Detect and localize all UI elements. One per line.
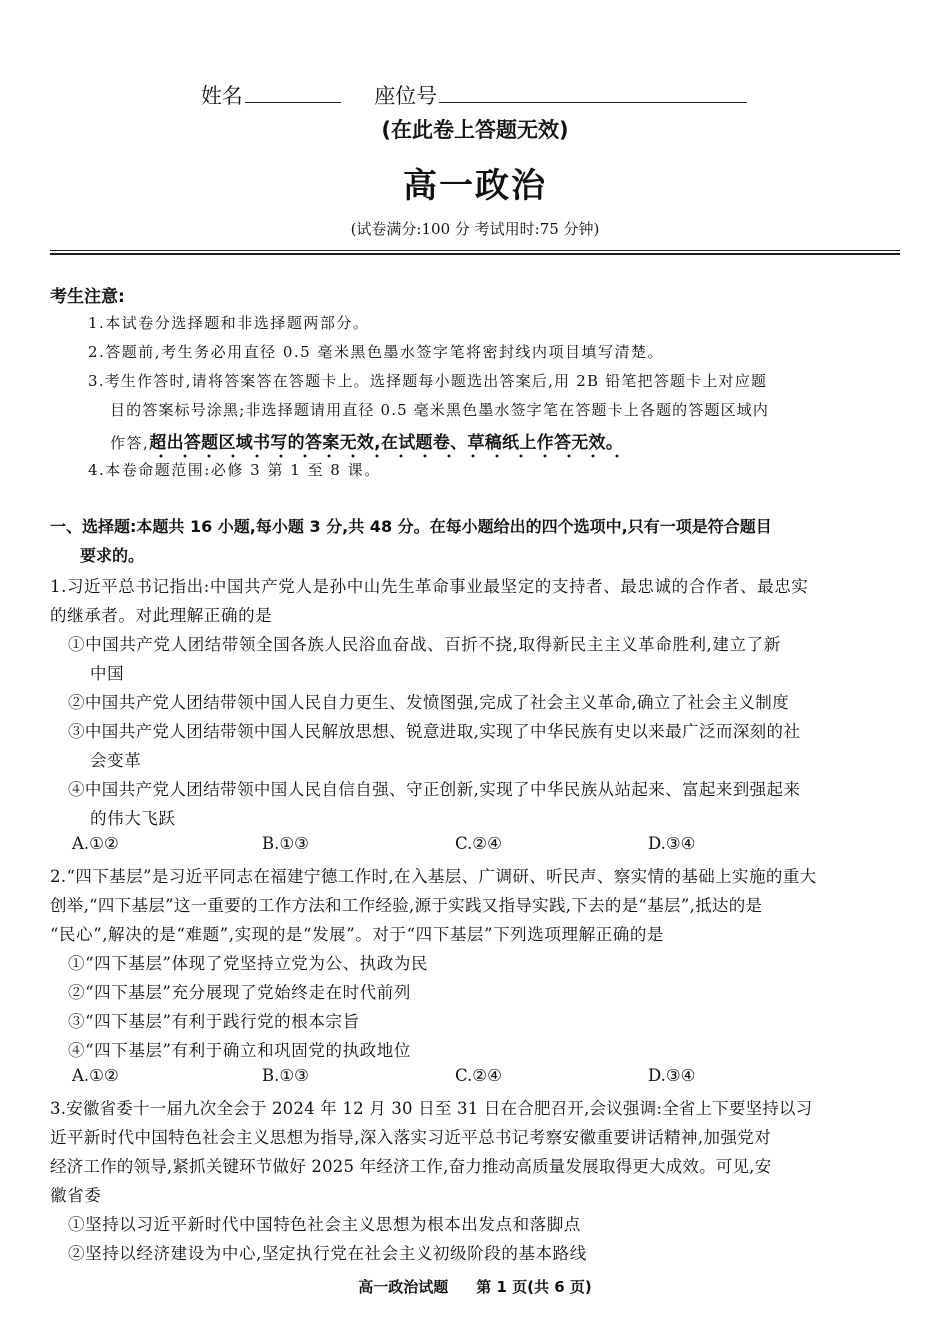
q1-statement-1-line-1: ①中国共产党人团结带领全国各族人民浴血奋战、百折不挠,取得新民主主义革命胜利,建立了新 <box>68 635 781 654</box>
q2-options <box>0 1066 950 1090</box>
q1-options <box>0 834 950 858</box>
q2-stem-line-2: 创举,“四下基层”这一重要的工作方法和工作经验,源于实践又指导实践,下去的是“基层”,抵达的是 <box>50 896 763 915</box>
q2-option-c[interactable]: C.②④ <box>455 1066 502 1085</box>
q1-option-a[interactable]: A.①② <box>72 834 119 853</box>
q3-stem-line-4: 徽省委 <box>50 1186 102 1205</box>
q1-option-c[interactable]: C.②④ <box>455 834 502 853</box>
q3-stem-line-3: 经济工作的领导,紧抓关键环节做好 2025 年经济工作,奋力推动高质量发展取得更大成效。可见,安 <box>50 1157 772 1176</box>
notice-item-1: 1.本试卷分选择题和非选择题两部分。 <box>88 314 370 332</box>
q3-stem-line-2: 近平新时代中国特色社会主义思想为指导,深入落实习近平总书记考察安徽重要讲话精神,加强党对 <box>50 1128 772 1147</box>
q1-statement-1-line-2: 中国 <box>90 664 125 683</box>
q2-stem-line-3: “民心”,解决的是“难题”,实现的是“发展”。对于“四下基层”下列选项理解正确的是 <box>50 925 665 944</box>
seat-label: 座位号 <box>374 84 438 108</box>
invalid-notice: (在此卷上答题无效) <box>381 118 569 142</box>
notice-item-3-line-3 <box>110 428 623 453</box>
header-divider-thin <box>50 250 900 251</box>
name-label: 姓名 <box>200 84 243 108</box>
q1-option-b[interactable]: B.①③ <box>262 834 309 853</box>
notice-item-3-line-2: 目的答案标号涂黑;非选择题请用直径 0.5 毫米黑色墨水签字笔在答题卡上各题的答题区域内 <box>110 401 770 419</box>
q2-statement-2: ②“四下基层”充分展现了党始终走在时代前列 <box>68 983 411 1002</box>
q3-stem-line-1: 3.安徽省委十一届九次全会于 2024 年 12 月 30 日至 31 日在合肥召开,会议强调:全省上下要坚持以习 <box>50 1099 813 1118</box>
q2-option-a[interactable]: A.①② <box>72 1066 119 1085</box>
section-heading-line-1: 一、选择题:本题共 16 小题,每小题 3 分,共 48 分。在每小题给出的四个选项中,只有一项是符合题目 <box>50 517 772 536</box>
footer-subject: 高一政治试题 <box>358 1278 449 1296</box>
q1-statement-4-line-1: ④中国共产党人团结带领中国人民自信自强、守正创新,实现了中华民族从站起来、富起来到强起来 <box>68 780 801 799</box>
footer-page-number: 第 1 页(共 6 页) <box>476 1278 592 1296</box>
q2-option-b[interactable]: B.①③ <box>262 1066 309 1085</box>
q2-statement-1: ①“四下基层”体现了党坚持立党为公、执政为民 <box>68 954 429 973</box>
q1-stem-line-2: 的继承者。对此理解正确的是 <box>50 606 273 625</box>
q1-statement-3-line-1: ③中国共产党人团结带领中国人民解放思想、锐意进取,实现了中华民族有史以来最广泛而深刻的社 <box>68 722 801 741</box>
q2-stem-line-1: 2.“四下基层”是习近平同志在福建宁德工作时,在入基层、广调研、听民声、察实情的基础上实施的重大 <box>50 867 817 886</box>
notice-title: 考生注意: <box>50 287 125 307</box>
q1-statement-3-line-2: 会变革 <box>90 751 142 770</box>
q1-statement-4-line-2: 的伟大飞跃 <box>90 809 176 828</box>
notice-item-3-line-1: 3.考生作答时,请将答案答在答题卡上。选择题每小题选出答案后,用 2B 铅笔把答题卡上对应题 <box>88 372 768 390</box>
section-heading-line-2: 要求的。 <box>80 546 145 565</box>
page-footer <box>0 1276 950 1297</box>
exam-meta: (试卷满分:100 分 考试用时:75 分钟) <box>350 220 600 238</box>
header-divider-thick <box>50 253 900 255</box>
q1-option-d[interactable]: D.③④ <box>648 834 696 853</box>
q1-stem-line-1: 1.习近平总书记指出:中国共产党人是孙中山先生革命事业最坚定的支持者、最忠诚的合作者、最忠实 <box>50 577 809 596</box>
notice-item-3-prefix: 作答, <box>110 434 150 452</box>
name-blank[interactable] <box>245 84 341 103</box>
q3-statement-2: ②坚持以经济建设为中心,坚定执行党在社会主义初级阶段的基本路线 <box>68 1244 587 1263</box>
name-seat-row <box>0 80 950 110</box>
q2-statement-4: ④“四下基层”有利于确立和巩固党的执政地位 <box>68 1041 411 1060</box>
notice-item-2: 2.答题前,考生务必用直径 0.5 毫米黑色墨水签字笔将密封线内项目填写清楚。 <box>88 343 664 361</box>
q1-statement-2: ②中国共产党人团结带领中国人民自力更生、发愤图强,完成了社会主义革命,确立了社会主义制度 <box>68 693 790 712</box>
notice-item-4: 4.本卷命题范围:必修 3 第 1 至 8 课。 <box>88 461 381 479</box>
q3-statement-1: ①坚持以习近平新时代中国特色社会主义思想为根本出发点和落脚点 <box>68 1215 581 1234</box>
notice-emphasis: 超出答题区域书写的答案无效,在试题卷、草稿纸上作答无效。 <box>149 433 623 459</box>
seat-blank[interactable] <box>439 84 747 103</box>
page-title: 高一政治 <box>403 166 547 206</box>
q2-option-d[interactable]: D.③④ <box>648 1066 696 1085</box>
q2-statement-3: ③“四下基层”有利于践行党的根本宗旨 <box>68 1012 360 1031</box>
